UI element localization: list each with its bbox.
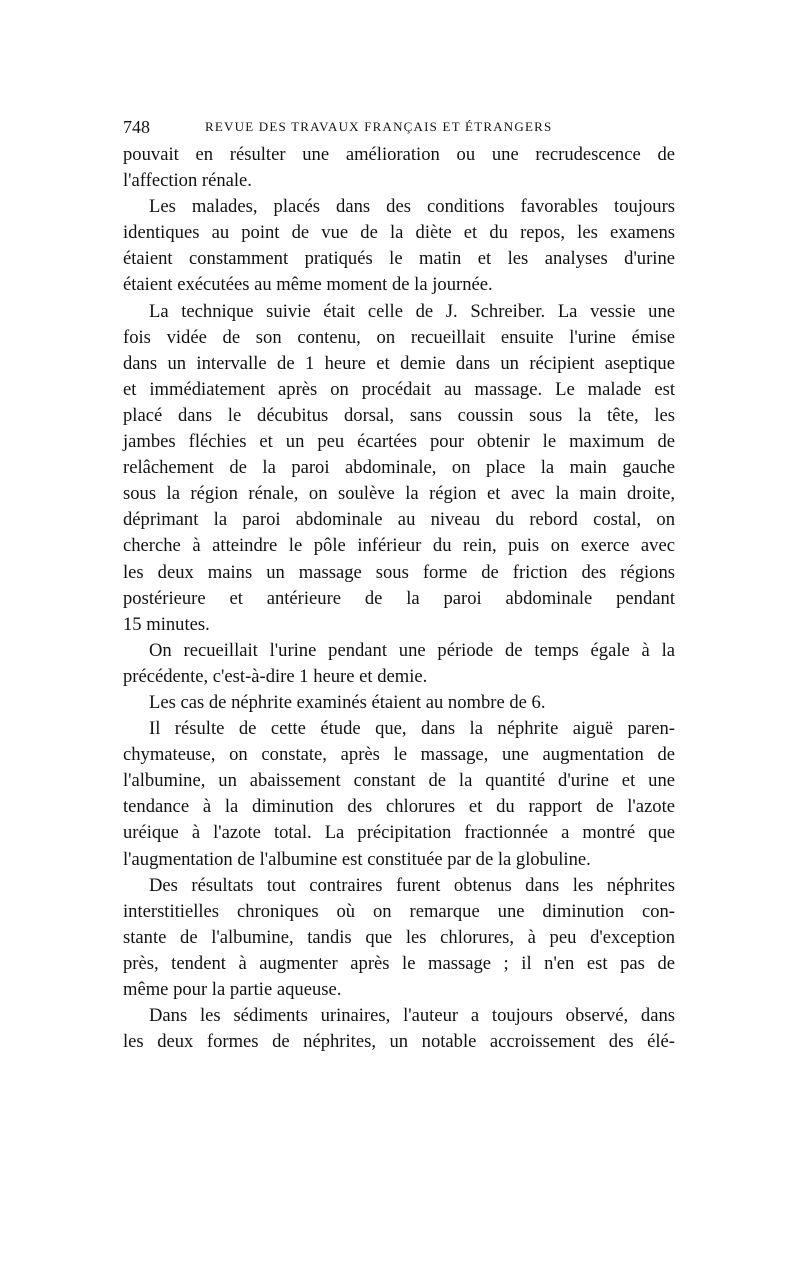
paragraph xyxy=(123,716,675,873)
text-line: identiques au point de vue de la diète et du repos, les examens xyxy=(123,222,675,244)
text-line: Des résultats tout contraires furent obtenus dans les néphrites xyxy=(149,874,675,896)
text-line: chymateuse, on constate, après le massage, une augmentation de xyxy=(123,744,675,766)
text-line: l'augmentation de l'albumine est constituée par de la globuline. xyxy=(123,848,591,870)
text-line: déprimant la paroi abdominale au niveau du rebord costal, on xyxy=(123,509,675,531)
journal-title: REVUE DES TRAVAUX FRANÇAIS ET ÉTRANGERS xyxy=(205,119,553,134)
text-line: précédente, c'est-à-dire 1 heure et demie. xyxy=(123,665,428,687)
text-line: interstitielles chroniques où on remarque une diminution con- xyxy=(123,900,675,922)
text-line: étaient exécutées au même moment de la journée. xyxy=(123,274,493,296)
text-line: La technique suivie était celle de J. Schreiber. La vessie une xyxy=(149,300,675,322)
text-line: Les malades, placés dans des conditions favorables toujours xyxy=(149,196,675,218)
document-page xyxy=(123,112,675,1055)
text-line: uréique à l'azote total. La précipitation fractionnée a montré que xyxy=(123,822,675,844)
running-head xyxy=(123,112,675,142)
text-line: relâchement de la paroi abdominale, on place la main gauche xyxy=(123,457,675,479)
text-line: les deux mains un massage sous forme de friction des régions xyxy=(123,561,675,583)
text-line: Les cas de néphrite examinés étaient au nombre de 6. xyxy=(149,691,546,713)
paragraph xyxy=(123,142,675,194)
paragraph xyxy=(123,690,675,716)
text-line: les deux formes de néphrites, un notable accroissement des élé- xyxy=(123,1031,675,1053)
text-line: jambes fléchies et un peu écartées pour obtenir le maximum de xyxy=(123,431,675,453)
paragraph xyxy=(123,873,675,1003)
text-line: postérieure et antérieure de la paroi abdominale pendant xyxy=(123,587,675,609)
text-line: l'albumine, un abaissement constant de la quantité d'urine et une xyxy=(123,770,675,792)
text-line: fois vidée de son contenu, on recueillait ensuite l'urine émise xyxy=(123,326,675,348)
text-line: pouvait en résulter une amélioration ou une recrudescence de xyxy=(123,144,675,165)
text-line: étaient constamment pratiqués le matin et les analyses d'urine xyxy=(123,248,675,270)
paragraph xyxy=(123,1003,675,1055)
text-line: cherche à atteindre le pôle inférieur du rein, puis on exerce avec xyxy=(123,535,675,557)
text-line: Dans les sédiments urinaires, l'auteur a toujours observé, dans xyxy=(149,1005,675,1027)
text-line: dans un intervalle de 1 heure et demie dans un récipient aseptique xyxy=(123,352,675,374)
body-text xyxy=(123,142,675,1055)
text-line: et immédiatement après on procédait au massage. Le malade est xyxy=(123,378,675,400)
page-number: 748 xyxy=(123,117,150,137)
text-line: Il résulte de cette étude que, dans la néphrite aiguë paren- xyxy=(149,718,675,740)
paragraph xyxy=(123,299,675,638)
text-line: sous la région rénale, on soulève la région et avec la main droite, xyxy=(123,483,675,505)
paragraph xyxy=(123,194,675,298)
paragraph xyxy=(123,638,675,690)
text-line: même pour la partie aqueuse. xyxy=(123,979,342,1000)
text-line: tendance à la diminution des chlorures et du rapport de l'azote xyxy=(123,796,675,818)
text-line: l'affection rénale. xyxy=(123,170,252,192)
text-line: placé dans le décubitus dorsal, sans coussin sous la tête, les xyxy=(123,404,675,426)
text-line: On recueillait l'urine pendant une période de temps égale à la xyxy=(149,639,675,661)
text-line: près, tendent à augmenter après le massage ; il n'en est pas de xyxy=(123,952,675,974)
text-line: stante de l'albumine, tandis que les chlorures, à peu d'exception xyxy=(123,926,675,948)
text-line: 15 minutes. xyxy=(123,613,210,635)
